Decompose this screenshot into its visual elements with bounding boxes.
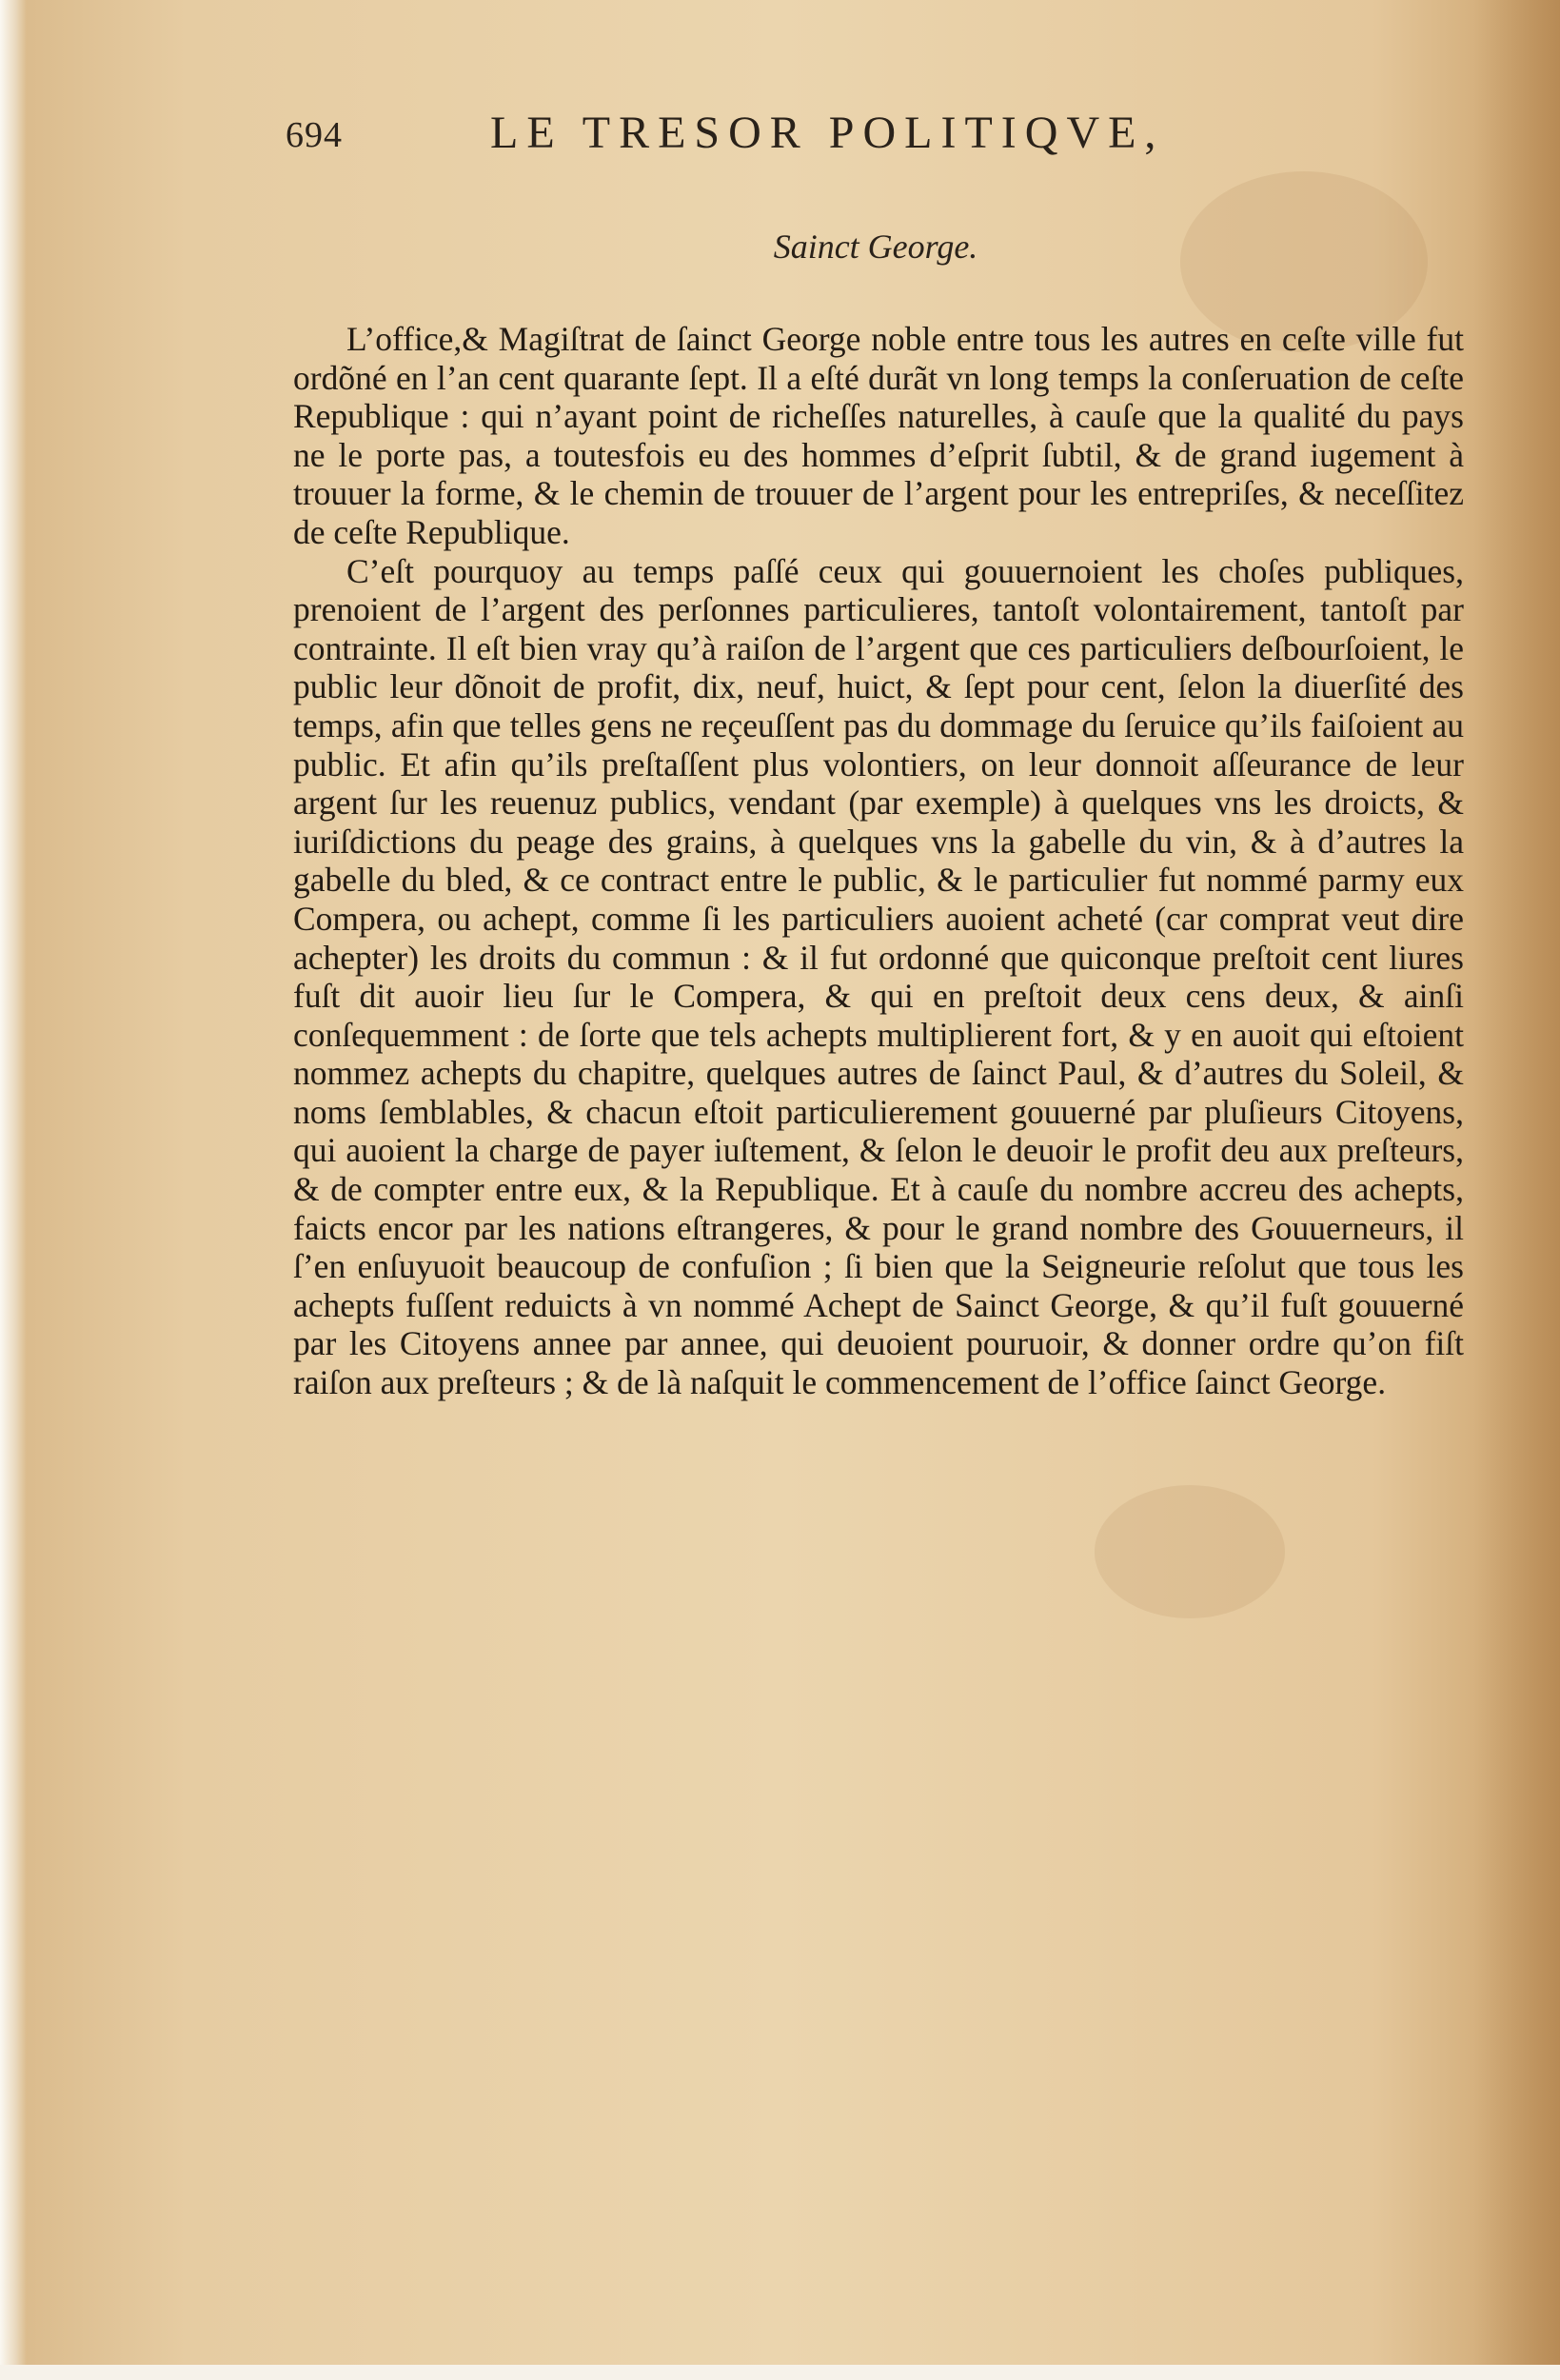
running-title: LE TRESOR POLITIQVE, (490, 108, 1165, 158)
page-header (286, 107, 1313, 164)
body-text (293, 320, 1464, 1402)
paragraph: C’eſt pourquoy au temps paſſé ceux qui gouuernoient les choſes publiques, prenoient de l’argent des perſonnes particulieres, tantoſt volontairement, tantoſt par contrainte. Il eſt bien vray qu’à raiſon de l’argent que ces particuliers deſbourſoient, le public leur dõnoit de profit, dix, neuf, huict, & ſept pour cent, ſelon la diuerſité des temps, afin que telles gens ne reçeuſſent pas du dommage du ſeruice qu’ils faiſoient au public. Et afin qu’ils preſtaſſent plus volontiers, on leur donnoit aſſeurance de leur argent ſur les reuenuz publics, vendant (par exemple) à quelques vns les droicts, & iuriſdictions du peage des grains, à quelques vns la gabelle du vin, & à d’autres la gabelle du bled, & ce contract entre le public, & le particulier fut nommé parmy eux Compera, ou achept, comme ſi les particuliers auoient acheté (car comprat veut dire achepter) les droits du commun : & il fut ordonné que quiconque preſtoit cent liures fuſt dit auoir lieu ſur le Compera, & qui en preſtoit deux cens deux, & ainſi conſequemment : de ſorte que tels achepts multiplierent fort, & y en auoit qui eſtoient nommez achepts du chapitre, quelques autres de ſainct Paul, & d’autres du Soleil, & noms ſemblables, & chacun eſtoit particulierement gouuerné par pluſieurs Citoyens, qui auoient la charge de payer iuſtement, & ſelon le deuoir le profit deu aux preſteurs, & de compter entre eux, & la Republique. Et à cauſe du nombre accreu des achepts, faicts encor par les nations eſtrangeres, & pour le grand nombre des Gouuerneurs, il ſ’en enſuyuoit beaucoup de confuſion ; ſi bien que la Seigneurie reſolut que tous les achepts fuſſent reduicts à vn nommé Achept de Sainct George, & qu’il fuſt gouuerné par les Citoyens annee par annee, qui deuoient pouruoir, & donner ordre qu’on fiſt raiſon aux preſteurs ; & de là naſquit le commencement de l’office ſainct George. (293, 551, 1464, 1402)
paragraph: L’office,& Magiſtrat de ſainct George noble entre tous les autres en ceſte ville fut ordõné en l’an cent quarante ſept. Il a eſté durãt vn long temps la conſeruation de ceſte Republique : qui n’ayant point de richeſſes naturelles, à cauſe que la qualité du pays ne le porte pas, a toutesfois eu des hommes d’eſprit ſubtil, & de grand iugement à trouuer la forme, & le chemin de trouuer de l’argent pour les entrepriſes, & neceſſitez de ceſte Republique. (293, 320, 1464, 551)
paper-stain (1095, 1485, 1285, 1618)
scan-border (0, 2365, 1560, 2380)
section-title: Sainct George. (773, 228, 978, 266)
page-gutter (0, 0, 27, 2380)
page-edge-shading (1474, 0, 1560, 2380)
page-number: 694 (286, 115, 343, 155)
